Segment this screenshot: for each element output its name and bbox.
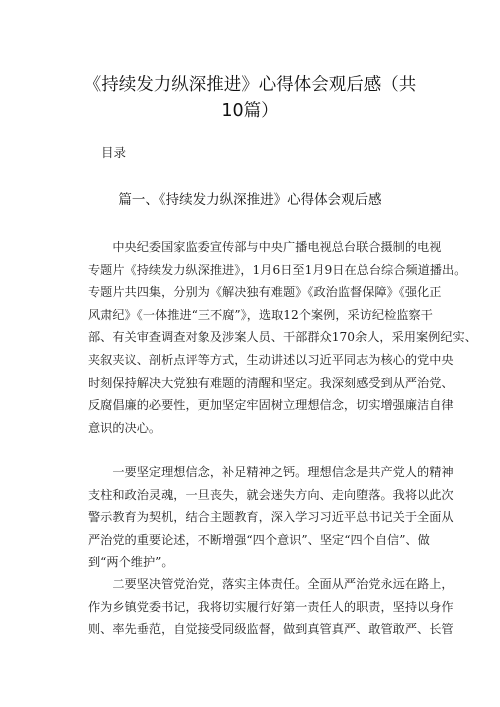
paragraph-line: 时刻保持解决大党独有难题的清醒和坚定。我深刻感受到从严治党、 [88, 375, 454, 390]
paragraph-line: 一要坚定理想信念，补足精神之钙。理想信念是共产党人的精神 [88, 465, 454, 479]
paragraph-line: 风肃纪》《一体推进“三不腐”》，选取12个案例，采访纪检监察干 [88, 307, 433, 322]
paragraph [88, 461, 454, 574]
paragraph-line: 则、率先垂范，自觉接受同级监督，做到真管真严、敢管敢严、长管 [88, 622, 454, 637]
paragraph-line: 作为乡镇党委书记，我将切实履行好第一责任人的职责，坚持以身作 [88, 599, 454, 614]
section-heading: 篇一、《持续发力纵深推进》心得体会观后感 [118, 192, 382, 208]
paragraph-line: 二要坚决管党治党，落实主体责任。全面从严治党永远在路上， [88, 577, 454, 591]
paragraph-line: 严治党的重要论述，不断增强“四个意识”、坚定“四个自信”、做 [88, 532, 430, 547]
document-title-line: 10篇） [221, 101, 279, 121]
document-title-line: 《持续发力纵深推进》心得体会观后感（共 [83, 75, 417, 95]
paragraph-line: 意识的决心。 [88, 420, 162, 435]
paragraph-line: 专题片共四集，分别为《解决独有难题》《政治监督保障》《强化正 [88, 285, 442, 300]
paragraph-line: 夹叙夹议、剖析点评等方式，生动讲述以习近平同志为核心的党中央 [88, 352, 454, 367]
paragraph-line: 警示教育为契机，结合主题教育，深入学习习近平总书记关于全面从 [88, 510, 454, 525]
paragraph-line: 支柱和政治灵魂，一旦丧失，就会迷失方向、走向堕落。我将以此次 [88, 487, 454, 502]
paragraph-line: 中央纪委国家监委宣传部与中央广播电视总台联合摄制的电视 [88, 240, 442, 254]
paragraph-line: 到“两个维护”。 [88, 555, 174, 570]
paragraph-line: 专题片《持续发力纵深推进》，1月6日至1月9日在总台综合频道播出。 [88, 262, 467, 277]
paragraph [88, 236, 477, 439]
paragraph-line: 部、有关审查调查对象及涉案人员、干部群众170余人，采用案例纪实、 [88, 330, 477, 345]
paragraph [88, 573, 454, 641]
document-title [60, 72, 440, 124]
toc-label: 目录 [101, 145, 127, 160]
paragraph-line: 反腐倡廉的必要性，更加坚定牢固树立理想信念，切实增强廉洁自律 [88, 398, 454, 413]
